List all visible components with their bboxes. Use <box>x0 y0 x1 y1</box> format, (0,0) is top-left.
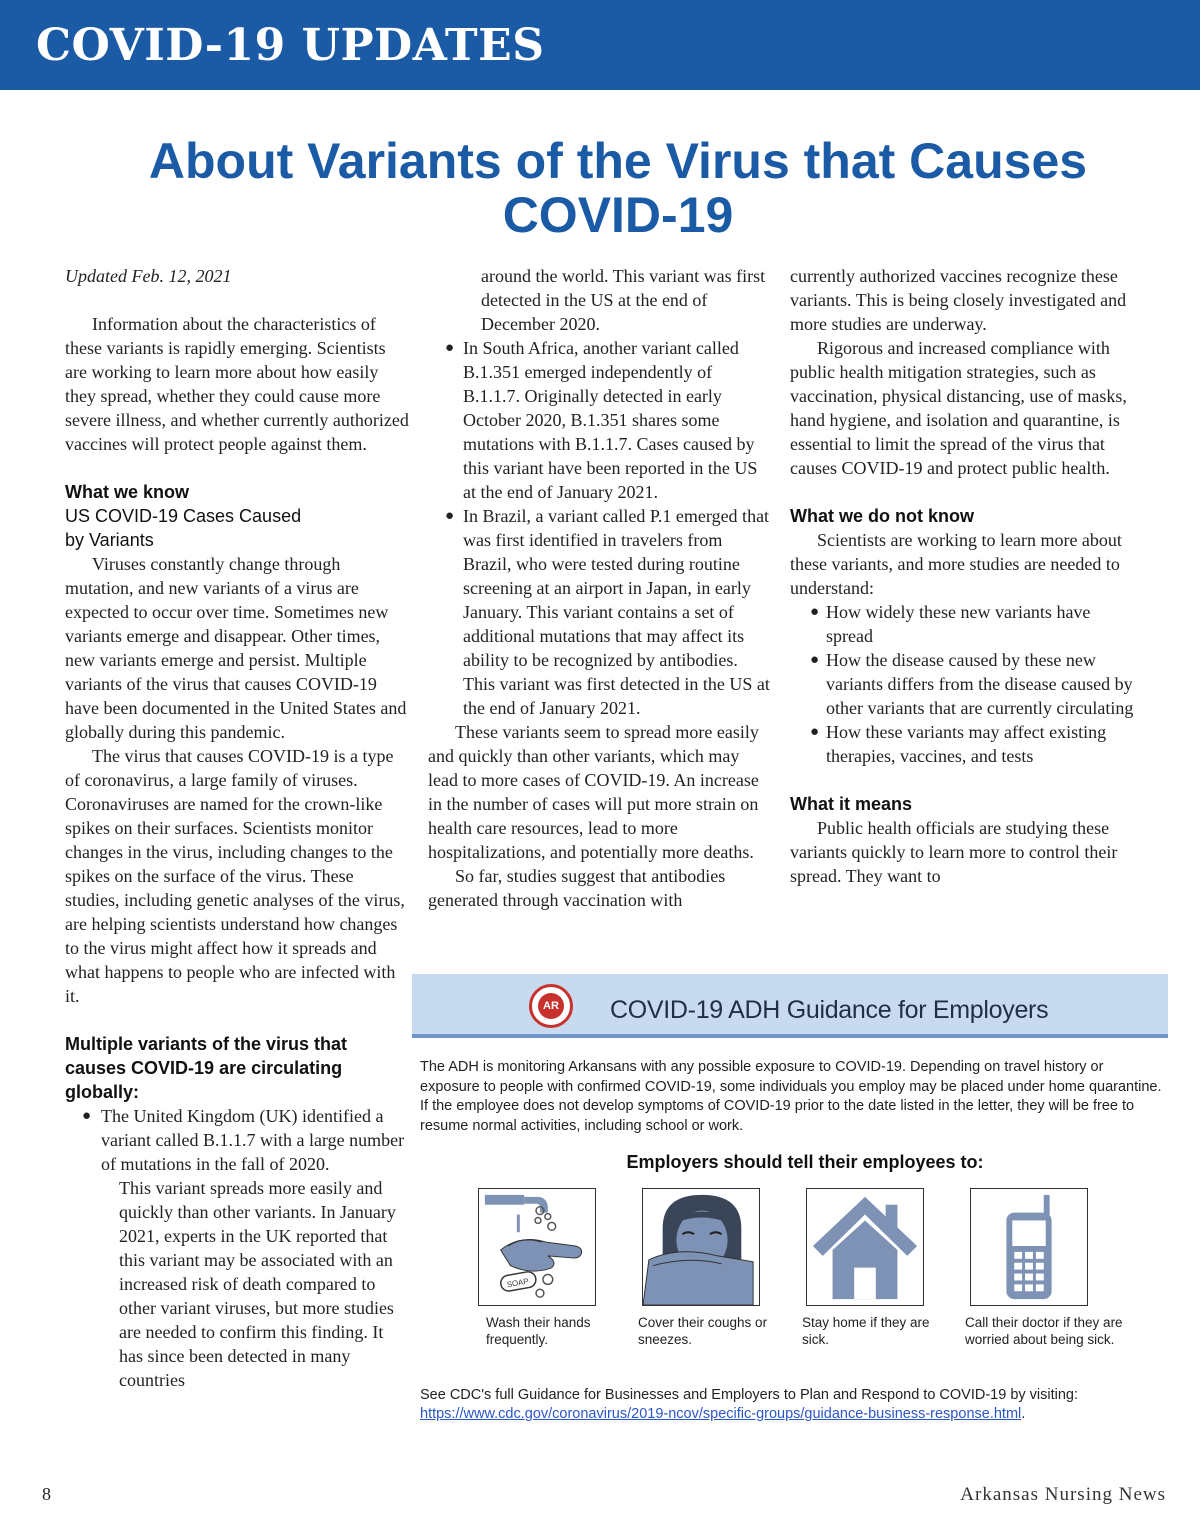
cdc-guidance-link[interactable]: https://www.cdc.gov/coronavirus/2019-ncov/specific-groups/guidance-business-response.html <box>420 1406 1022 1422</box>
intro-paragraph: Information about the characteristics of these variants is rapidly emerging. Scientists are working to learn more about how easily they spread, whether they could cause more severe illness, and whether currently authorized vaccines will protect people against them. <box>65 314 409 454</box>
rigorous-paragraph: Rigorous and increased compliance with public health mitigation strategies, such as vaccination, physical distancing, use of masks, hand hygiene, and isolation and quarantine, is essential to limit the spread of the virus that causes COVID-19 and protect public health. <box>790 338 1127 478</box>
list-item: ● How the disease caused by these new variants differs from the disease caused by other variants that are currently circulating <box>810 650 1134 718</box>
column-1 <box>65 264 410 1392</box>
svg-text:SOAP: SOAP <box>506 1276 530 1290</box>
section-title: COVID-19 UPDATES <box>36 20 545 71</box>
adh-footer: See CDC's full Guidance for Businesses and Employers to Plan and Respond to COVID-19 by visiting: https://www.cdc.gov/coronavirus/2019-ncov/specific-groups/guidance-business-response.html. <box>420 1387 1079 1422</box>
variant-list <box>65 1104 410 1176</box>
adh-logo: AR <box>529 984 573 1028</box>
list-item: ● In Brazil, a variant called P.1 emerged that was first identified in travelers from Brazil, who were tested during routine screening at an airport in Japan, in early January. This variant contains a set of additional mutations that may affect its ability to be recognized by antibodies. This variant was first detected in the US at the end of January 2021. <box>445 506 770 718</box>
adh-guidance-box <box>412 974 1168 1452</box>
list-item: ● In South Africa, another variant called B.1.351 emerged independently of B.1.1.7. Originally detected in early October 2020, B.1.351 shares some mutations with B.1.1.7. Cases caused by this variant have been reported in the US at the end of January 2021. <box>445 338 758 502</box>
column-2 <box>428 264 773 912</box>
what-it-means-paragraph: Public health officials are studying these variants quickly to learn more to control their spread. They want to <box>790 818 1118 886</box>
article-title: About Variants of the Virus that Causes COVID-19 <box>148 133 1088 243</box>
list-item: ● The United Kingdom (UK) identified a variant called B.1.1.7 with a large number of mutations in the fall of 2020. <box>82 1106 405 1174</box>
what-we-know-heading: What we know <box>65 482 190 502</box>
what-we-know-paragraph-1: Viruses constantly change through mutation, and new variants of a virus are expected to occur over time. Sometimes new variants emerge and disappear. Other times, new variants emerge and persist. Multiple variants of the virus that causes COVID-19 have been documented in the United States and globally during this pandemic. <box>65 554 407 742</box>
what-we-do-not-know-heading: What we do not know <box>790 506 974 526</box>
antibodies-paragraph: So far, studies suggest that antibodies generated through vaccination with <box>428 866 726 910</box>
adh-intro: The ADH is monitoring Arkansans with any possible exposure to COVID-19. Depending on travel history or exposure to people with confirmed COVID-19, some individuals you employ may be placed under home quarantine. If the employee does not develop symptoms of COVID-19 prior to the date listed in the letter, they will be free to resume normal activities, including school or work. <box>420 1059 1162 1134</box>
handwashing-icon <box>478 1188 596 1306</box>
what-we-know-subheading: US COVID-19 Cases Caused by Variants <box>65 506 302 550</box>
multiple-variants-heading: Multiple variants of the virus that causes COVID-19 are circulating globally: <box>65 1034 348 1102</box>
spread-paragraph: These variants seem to spread more easily and quickly than other variants, which may lead to more cases of COVID-19. An increase in the number of cases will put more strain on health care resources, lead to more hospitalizations, and potentially more deaths. <box>428 722 759 862</box>
page-number: 8 <box>42 1484 51 1504</box>
what-it-means-heading: What it means <box>790 794 913 814</box>
antibodies-continued: currently authorized vaccines recognize these variants. This is being closely investigated and more studies are underway. <box>790 266 1127 334</box>
dateline: Updated Feb. 12, 2021 <box>65 266 232 286</box>
adh-tell-heading: Employers should tell their employees to: <box>626 1152 984 1172</box>
caption-wash-hands: Wash their hands frequently. <box>486 1315 591 1347</box>
list-item: ● How these variants may affect existing therapies, vaccines, and tests <box>810 722 1107 766</box>
adh-banner <box>412 974 1168 1038</box>
what-we-know-paragraph-2: The virus that causes COVID-19 is a type of coronavirus, a large family of viruses. Coronaviruses are named for the crown-like spikes on their surfaces. Scientists monitor changes in the virus, including changes to the spikes on the surface of the virus. These studies, including genetic analyses of the virus, are helping scientists understand how changes to the virus might affect how it spreads and what happens to people who are infected with it. <box>65 746 405 1006</box>
bullet-uk: The United Kingdom (UK) identified a variant called B.1.1.7 with a large number of mutations in the fall of 2020. <box>101 1106 405 1174</box>
house-icon <box>806 1188 924 1306</box>
bullet-brazil: In Brazil, a variant called P.1 emerged that was first identified in travelers from Brazil, who were tested during routine screening at an airport in Japan, in early January. This variant contains a set of additional mutations that may affect its ability to be recognized by antibodies. This variant was first detected in the US at the end of January 2021. <box>463 506 770 718</box>
column-3 <box>790 264 1135 888</box>
bullet-uk-paragraph: This variant spreads more easily and quickly than other variants. In January 2021, experts in the UK reported that this variant may be associated with an increased risk of death compared to other variant viruses, but more studies are needed to confirm this finding. It has since been detected in many countries <box>119 1178 396 1390</box>
what-we-do-not-know-paragraph: Scientists are working to learn more about these variants, and more studies are needed to understand: <box>790 530 1122 598</box>
caption-stay-home: Stay home if they are sick. <box>802 1315 930 1347</box>
publication-name: Arkansas Nursing News <box>960 1484 1166 1505</box>
section-header-bar <box>0 0 1200 90</box>
adh-title: COVID-19 ADH Guidance for Employers <box>610 996 1049 1024</box>
bullet-uk-continued: around the world. This variant was first detected in the US at the end of December 2020. <box>481 266 766 334</box>
caption-cover-coughs: Cover their coughs or sneezes. <box>638 1315 768 1347</box>
bullet-south-africa: In South Africa, another variant called B.1.351 emerged independently of B.1.1.7. Originally detected in early October 2020, B.1.351 shares some mutations with B.1.1.7. Cases caused by this variant have been reported in the US at the end of January 2021. <box>463 338 758 502</box>
mobile-phone-icon <box>970 1188 1088 1306</box>
caption-call-doctor: Call their doctor if they are worried about being sick. <box>965 1315 1123 1347</box>
list-item: ● How widely these new variants have spread <box>810 602 1091 646</box>
unknowns-list <box>790 600 1135 768</box>
variant-list-continued <box>428 336 773 720</box>
cough-into-elbow-icon <box>642 1188 760 1306</box>
